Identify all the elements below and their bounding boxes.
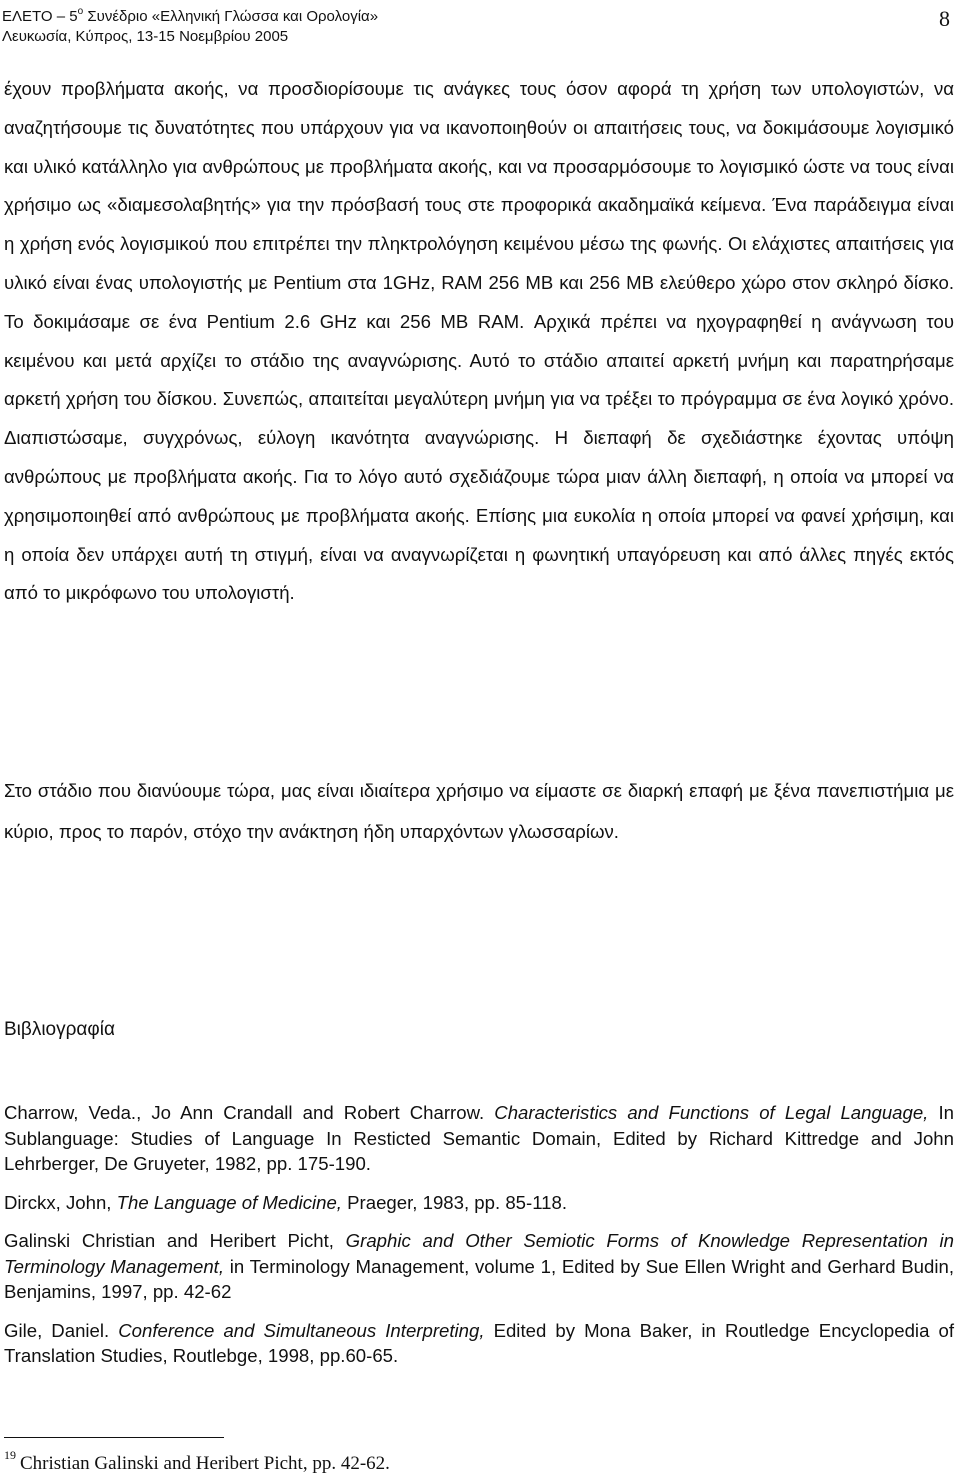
reference-list: [4, 1100, 954, 1382]
footnote-divider: [4, 1437, 224, 1438]
reference-item: Charrow, Veda., Jo Ann Crandall and Robert Charrow. Characteristics and Functions of Legal Language, In Sublanguage: Studies of Language In Resticted Semantic Domain, Edited by Richard Kittredge and John Lehrberger, De Gruyeter, 1982, pp. 175-190.: [4, 1102, 954, 1174]
footnote-text: Christian Galinski and Heribert Picht, pp. 42-62.: [20, 1453, 390, 1474]
reference-item: Gile, Daniel. Conference and Simultaneous Interpreting, Edited by Mona Baker, in Routledge Encyclopedia of Translation Studies, Routlebge, 1998, pp.60-65.: [4, 1319, 954, 1366]
running-header: [2, 2, 378, 47]
reference-item: Galinski Christian and Heribert Picht, Graphic and Other Semiotic Forms of Knowledge Representation in Terminology Management, in Terminology Management, volume 1, Edited by Sue Ellen Wright and Gerhard Budin, Benjamins, 1997, pp. 42-62: [4, 1230, 954, 1302]
reference-title: Conference and Simultaneous Interpreting,: [118, 1319, 485, 1341]
reference-title: Characteristics and Functions of Legal Language,: [494, 1102, 929, 1123]
footnote: [4, 1440, 390, 1479]
bibliography-heading: Βιβλιογραφία: [4, 1019, 115, 1040]
reference-title: Graphic and Other Semiotic Forms of Knowledge Representation in Terminology Management,: [4, 1230, 954, 1277]
body-paragraph-1: έχουν προβλήματα ακοής, να προσδιορίσουμε τις ανάγκες τους όσον αφορά τη χρήση των υπολογιστών, να αναζητήσουμε τις δυνατότητες που υπάρχουν για να ικανοποιηθούν οι απαιτήσεις τους, να δοκιμάσουμε λογισμικό και υλικό κατάλληλο για ανθρώπους με προβλήματα ακοής, και να προσαρμόσουμε το λογισμικό ώστε να τους είναι χρήσιμο ως «διαμεσολαβητής» για την πρόσβασή τους στε προφορικά ακαδημαϊκά κείμενα. Ένα παράδειγμα είναι η χρήση ενός λογισμικού που επιτρέπει την πληκτρολόγηση κειμένου μέσω της φωνής. Οι ελάχιστες απαιτήσεις για υλικό είναι ένας υπολογιστής με Pentium στα 1GHz, RAM 256 MB και 256 MB ελεύθερο χώρο στον σκληρό δίσκο. Το δοκιμάσαμε σε ένα Pentium 2.6 GHz και 256 MB RAM. Αρχικά πρέπει να ηχογραφηθεί η ανάγνωση του κειμένου και μετά αρχίζει το στάδιο της αναγνώρισης. Αυτό το στάδιο απαιτεί αρκετή μνήμη και παρατηρήσαμε αρκετή χρήση του δίσκου. Συνεπώς, απαιτείται μεγαλύτερη μνήμη για να τρέξει το πρόγραμμα σε ένα λογικό χρόνο. Διαπιστώσαμε, συγχρόνως, εύλογη ικανότητα αναγνώρισης. Η διεπαφή δε σχεδιάστηκε έχοντας υπόψη ανθρώπους με προβλήματα ακοής. Για το λόγο αυτό σχεδιάζουμε τώρα μιαν άλλη διεπαφή, η οποία να μπορεί να χρησιμοποιηθεί από ανθρώπους με προβλήματα ακοής. Επίσης μια ευκολία η οποία μπορεί να φανεί χρήσιμη, και η οποία δεν υπάρχει αυτή τη στιγμή, είναι να αναγνωρίζεται η φωνητική υπαγόρευση και από άλλες πηγές εκτός από το μικρόφωνο του υπολογιστή.: [4, 78, 954, 604]
header-location-date: Λευκωσία, Κύπρος, 13-15 Νοεμβρίου 2005: [2, 28, 289, 45]
header-conference-title: ΕΛΕΤΟ – $5^o$ Συνέδριο «Ελληνική Γλώσσα και Ορολογία»: [2, 6, 379, 25]
reference-item: Dirckx, John, The Language of Medicine, Praeger, 1983, pp. 85-118.: [4, 1191, 567, 1213]
page-number: 8: [939, 6, 950, 31]
reference-title: The Language of Medicine,: [116, 1191, 342, 1213]
footnote-number: 19: [4, 1448, 16, 1462]
body-paragraph-2: Στο στάδιο που διανύουμε τώρα, μας είναι ιδιαίτερα χρήσιμο να είμαστε σε διαρκή επαφή με ξένα πανεπιστήμια με κύριο, προς το παρόν, στόχο την ανάκτηση ήδη υπαρχόντων γλωσσαρίων.: [4, 780, 954, 842]
